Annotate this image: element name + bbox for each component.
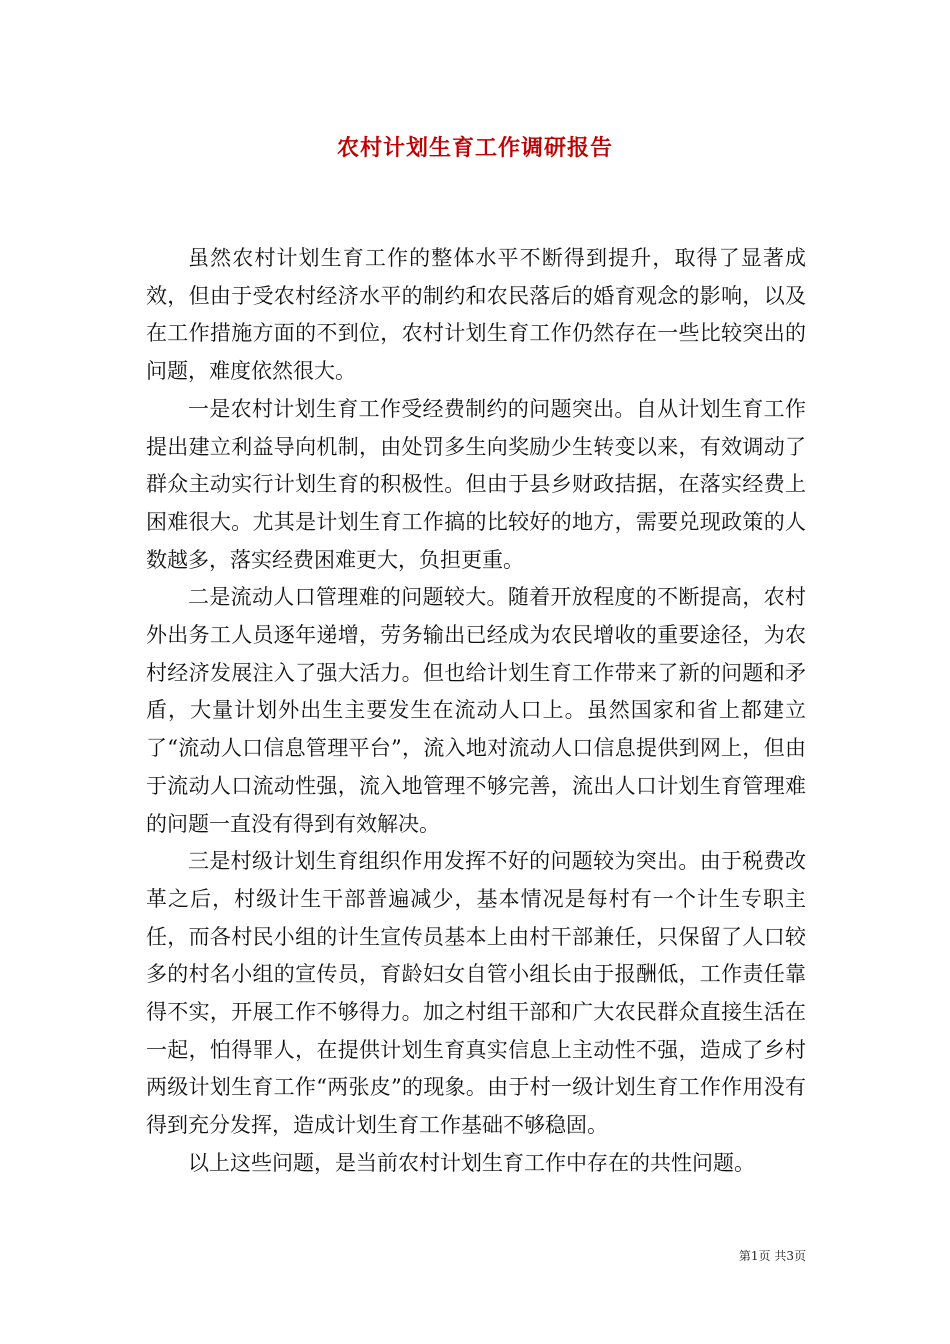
footer-current-page: 1 [750, 1249, 759, 1263]
page-number-footer [700, 1248, 806, 1264]
paragraph-floating-population: 二是流动人口管理难的问题较大。随着开放程度的不断提高，农村外出务工人员逐年递增，劳务输出已经成为农民增收的重要途径，为农村经济发展注入了强大活力。但也给计划生育工作带来了新的问题和矛盾，大量计划外出生主要发生在流动人口上。虽然国家和省上都建立了“流动人口信息管理平台”，流入地对流动人口信息提供到网上，但由于流动人口流动性强，流入地管理不够完善，流出人口计划生育管理难的问题一直没有得到有效解决。 [146, 585, 806, 836]
paragraph-funding-problem: 一是农村计划生育工作受经费制约的问题突出。自从计划生育工作提出建立利益导向机制，由处罚多生向奖励少生转变以来，有效调动了群众主动实行计划生育的积极性。但由于县乡财政拮据，在落实经费上困难很大。尤其是计划生育工作搞的比较好的地方，需要兑现政策的人数越多，落实经费困难更大，负担更重。 [146, 396, 806, 572]
document-title: 农村计划生育工作调研报告 [336, 135, 613, 161]
footer-suffix: 页 [793, 1249, 806, 1263]
paragraph-village-organization: 三是村级计划生育组织作用发挥不好的问题较为突出。由于税费改革之后，村级计生干部普遍减少，基本情况是每村有一个计生专职主任，而各村民小组的计生宣传员基本上由村干部兼任，只保留了人口较多的村名小组的宣传员，育龄妇女自管小组长由于报酬低，工作责任靠得不实，开展工作不够得力。加之村组干部和广大农民群众直接生活在一起，怕得罪人，在提供计划生育真实信息上主动性不强，造成了乡村两级计划生育工作“两张皮”的现象。由于村一级计划生育工作作用没有得到充分发挥，造成计划生育工作基础不够稳固。 [146, 849, 806, 1138]
paragraph-intro: 虽然农村计划生育工作的整体水平不断得到提升，取得了显著成效，但由于受农村经济水平的制约和农民落后的婚育观念的影响，以及在工作措施方面的不到位，农村计划生育工作仍然存在一些比较突出的问题，难度依然很大。 [146, 246, 806, 384]
footer-middle: 页 共 [758, 1249, 787, 1263]
footer-total-pages: 3 [786, 1249, 794, 1263]
document-body [146, 240, 806, 1183]
footer-prefix: 第 [738, 1249, 751, 1263]
paragraph-summary: 以上这些问题，是当前农村计划生育工作中存在的共性问题。 [188, 1150, 755, 1175]
